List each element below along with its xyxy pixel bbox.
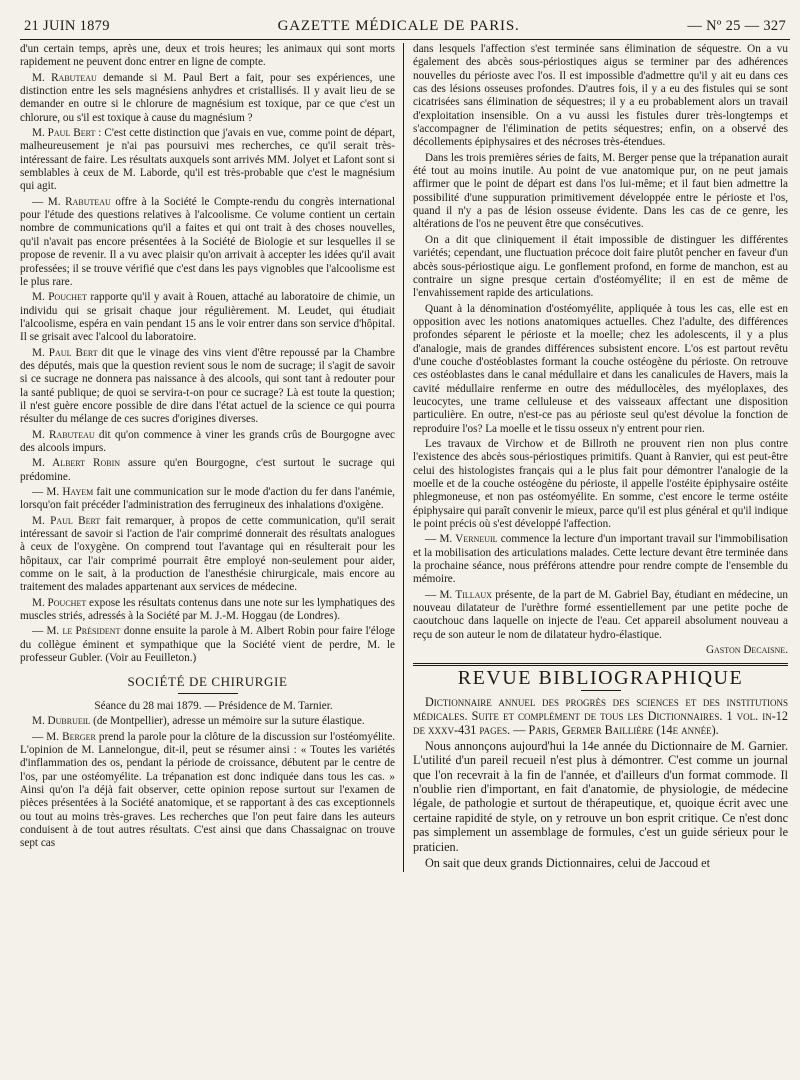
paragraph	[20, 597, 395, 624]
two-column-body	[20, 43, 790, 872]
paragraph	[413, 589, 788, 642]
page-number: 327	[763, 18, 786, 34]
speaker-name: — M. Verneuil	[425, 533, 498, 546]
paragraph-text: (de Montpellier), adresse un mémoire sur la suture élastique.	[90, 715, 365, 728]
header-date: 21 JUIN 1879	[24, 18, 110, 34]
paragraph-text: dit que le vinage des vins vient d'être repoussé par la Chambre des députés, mais que la question revient sous le nom de sucrage; il s'agit de savoir si ce sucrage ne donnera pas naissance à des alcools, qui sont tant à redouter pour la santé publique; de quoi se servira-t-on pour ce sucrage? Là est toute la question; il n'est guère encore possible de dire dans l'état actuel de la science ce qui pourra résulter du mélange de ces sucres d'origines diverses.	[20, 346, 395, 426]
paragraph	[20, 715, 395, 728]
paragraph	[20, 731, 395, 851]
bibliographic-entry: Dictionnaire annuel des progrès des sciences et des institutions médicales. Suite et complément de tous les Dictionnaires. 1 vol. in-12 de xxxv-431 pages. — Paris, Germer Baillière (14e année).	[413, 694, 788, 737]
paragraph	[20, 457, 395, 484]
speaker-name: M. Rabuteau	[32, 428, 95, 441]
paragraph: On sait que deux grands Dictionnaires, celui de Jaccoud et	[425, 856, 710, 871]
paragraph-text: donne ensuite la parole à M. Albert Robin pour faire l'éloge du collègue éminent et sympathique que la Société vient de perdre, M. le professeur Gubler. (Voir au Feuilleton.)	[20, 625, 395, 665]
divider	[178, 693, 238, 694]
journal-title: GAZETTE MÉDICALE DE PARIS.	[277, 18, 520, 34]
speaker-name: M. Rabuteau	[32, 71, 97, 84]
paragraph: On a dit que cliniquement il était impossible de distinguer les différentes variétés; cependant, une fluctuation précoce doit faire plutôt pencher en faveur d'un abcès sous-périostique aigu. Le gonflement profond, en forme de manchon, est au contraire un signe presque certain d'ostéomyélite; il en est de même de l'envahissement rapide des articulations.	[413, 233, 788, 300]
review-section	[413, 663, 788, 870]
paragraph-text: dit qu'on commence à viner les grands crûs de Bourgogne avec des alcools impurs.	[20, 428, 395, 454]
paragraph-text: C'est cette distinction que j'avais en vue, comme point de départ, malheureusement je n'ai pas poursuivi mes recherches, ce qu'il serait très-intéressant de faire. Les résultats auxquels sont arrivés MM. Jolyet et Lafont sont si semblables à ceux de M. Laborde, qu'il est très-probable que c'est le magnésium qui agit.	[20, 127, 395, 193]
section-heading	[20, 675, 395, 693]
paragraph-text: rapporte qu'il y avait à Rouen, attaché au laboratoire de chimie, un individu qui se grisait chaque jour régulièrement. M. Leudet, qui étudiait l'alcoolisme, espéra en vain pendant 15 ans le voir entrer dans son service d'hôpital. Il se grisait avec l'alcool du laboratoire.	[20, 291, 395, 344]
author-signature: Gaston Decaisne.	[705, 644, 788, 657]
section-title: SOCIÉTÉ DE CHIRURGIE	[127, 674, 288, 690]
paragraph-text: prend la parole pour la clôture de la discussion sur l'ostéomyélite. L'opinion de M. Lannelongue, dit-il, peut se résumer ainsi : « Toutes les variétés d'inflammation des os, pendant la période de croissance, débutent par le centre de l'os, par une ostéomyélite. La trépanation est donc indiquée dans tous les cas. » Ainsi qu'on l'a déjà fait observer, cette opinion repose surtout sur l'examen de pièces présentées à la Société anatomique, et se rapportant à des cas exceptionnels ou tout au moins très-graves. Les recherches que l'on peut faire dans les auteurs conduisent à de tout autres résultats. C'est ainsi que dans Chassaignac on trouve sept cas	[20, 730, 395, 850]
paragraph-text: assure qu'en Bourgogne, c'est surtout le sucrage qui prédomine.	[20, 457, 395, 483]
paragraph-text: fait remarquer, à propos de cette communication, qu'il serait intéressant de savoir si l'action de l'air comprimé donnerait des résultats analogues à ceux de l'oxygène. On comprend tout l'avantage qui en résulterait pour les hôpitaux, car l'air comprimé pourrait être employé non-seulement pour aider, comme on le sait, à la production de l'anesthésie chirurgicale, mais encore au traitement des malades appartenant aux services de médecine.	[20, 514, 396, 594]
paragraph	[20, 196, 395, 289]
paragraph	[20, 625, 395, 665]
right-column	[403, 43, 788, 872]
page-header	[20, 18, 790, 40]
speaker-name: M. Paul Bert	[32, 346, 98, 359]
header-issue-page	[687, 18, 786, 35]
speaker-name: — M. Berger	[32, 730, 96, 743]
paragraph	[413, 533, 788, 586]
divider	[581, 690, 621, 691]
paragraph-text: demande si M. Paul Bert a fait, pour ses expériences, une distinction entre les sels magnésiens anhydres et cristallisés. Il y avait lieu de se demander en outre si le chlorure de magnésium est toxique, par ce que c'est un chlorure, ou s'il est toxique à cause du magnésium ?	[20, 71, 395, 124]
speaker-name: M. Pouchet	[32, 291, 87, 304]
paragraph-text: présente, de la part de M. Gabriel Bay, étudiant en médecine, un nouveau dilatateur de l'urèthre formé essentiellement par une petite poche de caoutchouc dans laquelle on injecte de l'eau. Cet appareil absolument nouveau a reçu de son auteur le nom de dilatateur hydro-élastique.	[413, 588, 788, 641]
paragraph: Les travaux de Virchow et de Billroth ne prouvent rien non plus contre l'existence des abcès sous-périostiques primitifs. Quant à Ranvier, qui est peut-être celui des histologistes français qui a le plus fait pour démontrer l'analogie de la moelle et de la couche ostéogène du périoste, il appelle l'ostéite épiphysaire ostéite phlegmoneuse, et non pas ostéomyélite. En somme, c'est encore le terme ostéite épiphysaire qui paraît convenir le mieux, parce qu'il est plus général et qu'il indique le point précis où s'est développé l'affection.	[413, 437, 788, 531]
review-heading	[413, 667, 788, 690]
paragraph-text: fait une communication sur le mode d'action du fer dans l'anémie, lorsqu'on fait précéder l'administration des ferrugineux des inhalations d'oxigène.	[20, 486, 395, 512]
paragraph: Nous annonçons aujourd'hui la 14e année du Dictionnaire de M. Garnier. L'utilité d'un pareil recueil n'est plus à démontrer. C'est comme un journal que l'on recevrait à la fin de l'année, et d'ailleurs d'un format commode. Il n'oublie rien d'important, en fait d'anatomie, de physiologie, de médecine légale, de pathologie et surtout de thérapeutique, et, quoique écrit avec une certaine rapidité de style, on y retrouve un bon esprit critique. Ce n'est donc pas simplement un assemblage de formules, c'est un guide sérieux pour le praticien.	[413, 738, 788, 854]
paragraph: Dans les trois premières séries de faits, M. Berger pense que la trépanation aurait été tout au moins inutile. Au point de vue anatomique pur, on ne peut jamais affirmer que le point de départ est dans l'os lui-même; et il faut bien admettre la possibilité d'une suppuration primitivement développée entre le périoste et l'os, quand il n'y a pas de lésion osseuse évidente. Dans les cas de ce genre, les altérations de l'os ne peuvent être que consécutives.	[413, 151, 788, 231]
paragraph	[20, 515, 395, 595]
session-line: Séance du 28 mai 1879. — Présidence de M. Tarnier.	[94, 699, 333, 712]
review-title: REVUE BIBLIOGRAPHIQUE	[457, 667, 744, 690]
speaker-name: M. Paul Bert :	[32, 127, 102, 140]
paragraph: Quant à la dénomination d'ostéomyélite, appliquée à tous les cas, elle est en opposition avec les notions anatomiques actuelles. Chez l'adulte, des différences profondes séparent le périoste et la moelle; chez les adolescents, il y a plus d'analogie, mais de grandes différences subsistent encore. L'os est partout revêtu d'une couche d'ostéoblastes formant la couche ostéogène du périoste. On retrouve ces ostéoblastes dans le canal médullaire et dans les canalicules de Havers, mais la cavité médullaire renferme en outre des médullocèles, des myéloplaxes, des leucocytes, une trame celluleuse et des vaisseaux affectant une disposition particulière. En outre, n'est-ce pas au périoste seul qu'est dévolue la fonction de reproduire l'os? La moelle et le tissu osseux n'y entrent pour rien.	[413, 302, 788, 435]
paragraph-text: offre à la Société le Compte-rendu du congrès international pour l'étude des questions relatives à l'alcoolisme. Ce volume contient un certain nombre de communications qu'il a faites et qui ont trait à des choses nouvelles, qu'il n'avait pas encore présentées à la Société de Biologie et sur lesquelles il se propose de revenir. Il a vu avec plaisir qu'on arrivait à accepter les idées qu'il avait professées; il se trouve vérifié que c'est dans les pays vignobles que l'alcoolisme est le plus rare.	[20, 195, 395, 288]
paragraph-text: expose les résultats contenus dans une note sur les lymphatiques des muscles striés, adressés à la Société par M. J.-M. Hoggau (de Londres).	[20, 596, 395, 623]
paragraph-text: commence la lecture d'un important travail sur l'immobilisation et la mobilisation des articulations malades. Cette lecture devant être terminée dans la prochaine séance, nous préférons attendre pour rendre compte de l'ensemble du mémoire.	[413, 533, 788, 586]
paragraph	[20, 291, 395, 344]
issue-number: — Nº 25 —	[687, 18, 760, 34]
speaker-name: M. Paul Bert	[32, 514, 101, 527]
speaker-name: — M. Tillaux	[425, 588, 492, 601]
paragraph	[20, 72, 395, 125]
paragraph	[20, 347, 395, 427]
paragraph: d'un certain temps, après une, deux et trois heures; les animaux qui sont morts rapidement ne peuvent donc entrer en ligne de compte.	[20, 43, 395, 69]
speaker-name: M. Albert Robin	[32, 457, 121, 470]
speaker-name: — M. Hayem	[32, 486, 94, 498]
speaker-name: M. Pouchet	[32, 596, 87, 609]
paragraph	[20, 486, 395, 513]
speaker-name: — M. Rabuteau	[32, 195, 111, 208]
speaker-name: — M. le Président	[32, 625, 121, 638]
paragraph: dans lesquels l'affection s'est terminée sans élimination de séquestre. On a vu également des abcès sous-périostiques aigus se terminer par des adhérences nouvelles du périoste avec l'os. Il est impossible d'admettre qu'il y ait eu dans ces cas des lésions osseuses profondes. D'autres fois, il y a eu des fistules qui se sont cicatrisées sans élimination de séquestres; il y a eu probablement alors un travail d'exploitation insensible. On a vu aussi les fistules durer très-longtemps et s'accompagner de l'élimination de petits séquestres; enfin, on a observé des décollements épiphysaires et des nécroses très-étendues.	[413, 43, 788, 149]
speaker-name: M. Dubrueil	[32, 715, 91, 728]
paragraph	[20, 127, 395, 194]
left-column	[20, 43, 403, 872]
paragraph	[20, 429, 395, 456]
